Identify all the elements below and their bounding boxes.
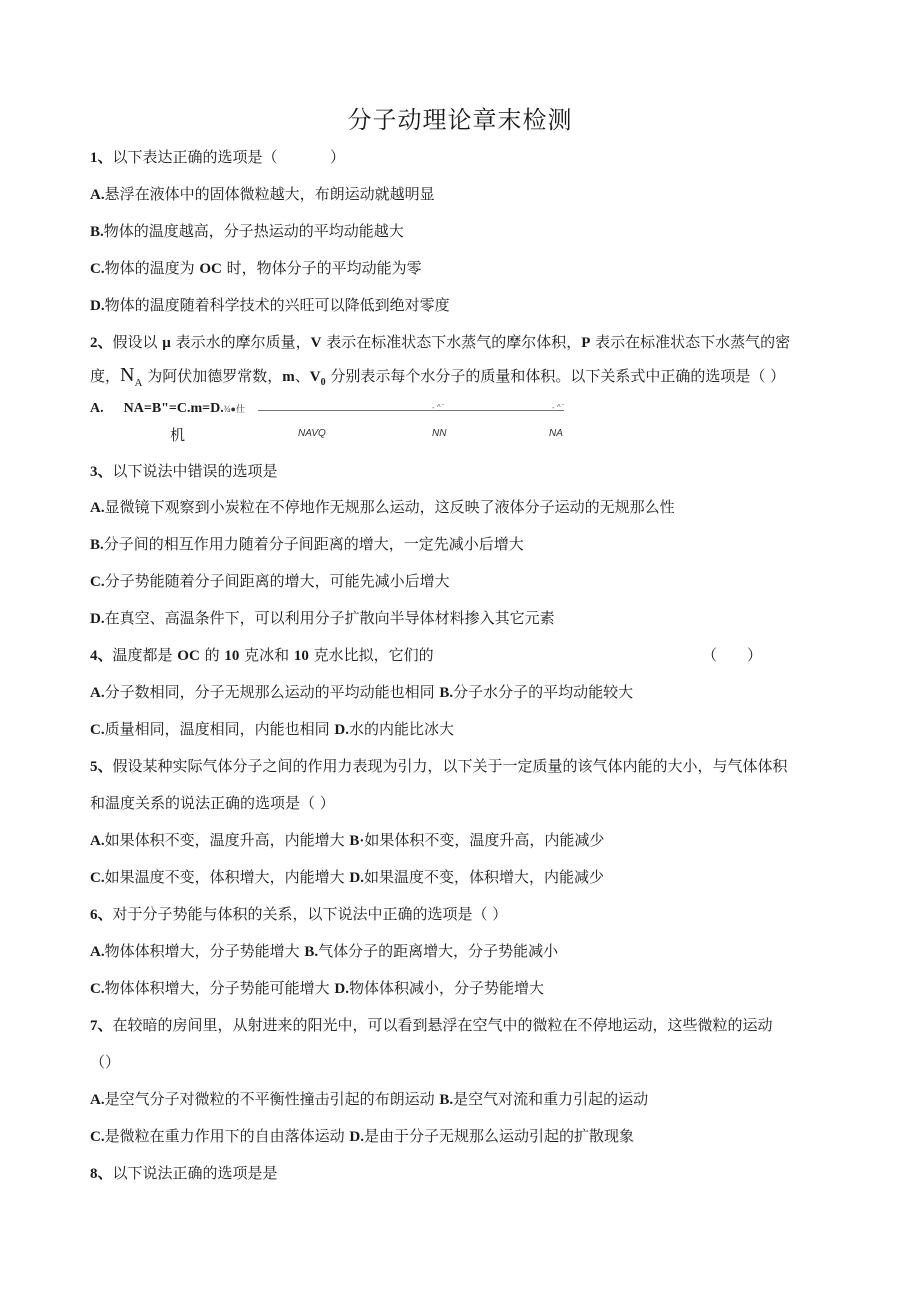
q3-a-text: 显微镜下观察到小炭粒在不停地作无规那么运动，这反映了液体分子运动的无规那么性 [104, 498, 675, 516]
question-5-stem-line-2: 和温度关系的说法正确的选项是（ ） [90, 794, 335, 812]
q6-c-text: 物体体积增大，分子势能可能增大 [104, 979, 335, 997]
page-title: 分子动理论章末检测 [347, 106, 573, 134]
q4-a-text: 分子数相同，分子无规那么运动的平均动能也相同 [104, 683, 440, 701]
q7-d-text: 是由于分子无规那么运动引起的扩散现象 [363, 1127, 634, 1145]
question-7-stem-line-2: （） [90, 1053, 121, 1071]
q1-c_label-text: C. [90, 261, 105, 277]
question-1-option-a [90, 183, 435, 204]
question-3-stem [90, 460, 278, 481]
q2-l2d-text: 分别表示每个水分子的质量和体积。以下关系式中正确的选项是（ ） [325, 367, 786, 385]
question-4-options-cd [90, 718, 454, 739]
fraction-mark-2: - ^ ̄ [552, 403, 563, 412]
q1-a_label-text: A. [90, 187, 105, 203]
q2-s4-text: 表示在标准状态下水蒸气的密 [590, 333, 791, 351]
q6-a-text: 物体体积增大，分子势能增大 [104, 942, 305, 960]
fraction-mark-1: - ^ ̄ [432, 403, 443, 412]
q4-c_label-text: C. [90, 722, 105, 738]
question-2-stem-line-2 [90, 364, 785, 389]
q6-b_label-text: B. [304, 944, 319, 960]
q2-mu-text: μ [162, 335, 171, 351]
q4-oc-text: OC [177, 648, 200, 664]
q5-a-text: 如果体积不变，温度升高，内能增大 [104, 831, 350, 849]
q3-b_label-text: B. [90, 537, 104, 553]
q6-d_label-text: D. [334, 981, 349, 997]
q6-stem-text: 对于分子势能与体积的关系，以下说法中正确的选项是（ ） [112, 905, 508, 923]
q7-d_label-text: D. [349, 1129, 364, 1145]
q4-d-text: 水的内能比冰大 [348, 720, 454, 738]
q2-s3-text: 表示在标准状态下水蒸气的摩尔体积， [321, 333, 582, 351]
q2-na_sub-text: A [134, 377, 143, 389]
question-3-option-c [90, 570, 450, 591]
q3-d-text: 在真空、高温条件下，可以利用分子扩散向半导体材料掺入其它元素 [104, 609, 555, 627]
q5-c-text: 如果温度不变，体积增大，内能增大 [104, 868, 350, 886]
q1-d-text: 物体的温度随着科学技术的兴旺可以降低到绝对零度 [104, 296, 450, 314]
question-1-option-c [90, 257, 422, 278]
q2-v0_sub-text: 0 [320, 377, 326, 388]
q3-stem-text: 以下说法中错误的选项是 [112, 462, 278, 480]
question-4-answer-blank: （ ） [702, 646, 763, 664]
question-1-option-b [90, 220, 404, 241]
question-5-options-ab [90, 829, 604, 850]
q1-a-text: 悬浮在液体中的固体微粒越大，布朗运动就越明显 [104, 185, 435, 203]
question-8-stem [90, 1162, 278, 1183]
q4-c-text: 质量相同，温度相同，内能也相同 [104, 720, 335, 738]
q5-b_label-text: B· [349, 833, 365, 849]
q8-stem_num-text: 8、 [90, 1166, 113, 1182]
question-5-options-cd [90, 866, 604, 887]
question-6-options-ab [90, 940, 558, 961]
q6-d-text: 物体体积减小，分子势能增大 [348, 979, 544, 997]
q2-p-text: P [581, 335, 591, 351]
question-7-stem-line-1 [90, 1014, 773, 1035]
question-6-stem [90, 903, 507, 924]
q7-a_label-text: A. [90, 1092, 105, 1108]
q3-stem_num-text: 3、 [90, 464, 113, 480]
q4-n1-text: 10 [224, 648, 240, 664]
q4-s3-text: 克冰和 [239, 646, 294, 664]
q2-v-text: V [310, 335, 322, 351]
question-4-stem [90, 644, 434, 665]
q5-d-text: 如果温度不变，体积增大，内能减少 [363, 868, 604, 886]
q6-b-text: 气体分子的距离增大，分子势能减小 [318, 942, 559, 960]
q2-l2b-text: 为阿伏加德罗常数， [142, 367, 283, 385]
formula-denominator-3: NN [432, 428, 447, 439]
q4-s1-text: 温度都是 [112, 646, 178, 664]
q1-c_oc-text: OC [199, 261, 222, 277]
q4-b-text: 分子水分子的平均动能较大 [453, 683, 634, 701]
question-1-answer-blank: ） [330, 148, 346, 166]
q2-formula_tail-text: ¾●仕 [223, 404, 245, 414]
q7-s1-text: 在较暗的房间里，从射进来的阳光中，可以看到悬浮在空气中的微粒在不停地运动，这些微粒的运动 [112, 1016, 773, 1034]
q2-s1-text: 假设以 [112, 333, 163, 351]
question-1-stem [90, 146, 278, 167]
q1-b-text: 物体的温度越高，分子热运动的平均动能越大 [103, 222, 404, 240]
q7-a-text: 是空气分子对微粒的不平衡性撞击引起的布朗运动 [104, 1090, 440, 1108]
q4-stem_num-text: 4、 [90, 648, 113, 664]
q4-b_label-text: B. [439, 685, 454, 701]
q3-c-text: 分子势能随着分子间距离的增大，可能先减小后增大 [104, 572, 450, 590]
q2-l2c-text: 、 [294, 367, 310, 385]
q3-a_label-text: A. [90, 500, 105, 516]
q6-a_label-text: A. [90, 944, 105, 960]
formula-denominator-1: 机 [170, 426, 186, 444]
question-1-option-d [90, 294, 450, 315]
q2-stem_num-text: 2、 [90, 335, 113, 351]
q4-s4-text: 克水比拟，它们的 [308, 646, 434, 664]
question-7-options-cd [90, 1125, 634, 1146]
question-4-options-ab [90, 681, 633, 702]
question-7-options-ab [90, 1088, 648, 1109]
q7-b-text: 是空气对流和重力引起的运动 [453, 1090, 649, 1108]
question-6-options-cd [90, 977, 544, 998]
formula-denominator-2: NAVQ [298, 428, 326, 439]
q5-b-text: 如果体积不变，温度升高，内能减少 [364, 831, 605, 849]
q4-a_label-text: A. [90, 685, 105, 701]
q7-b_label-text: B. [439, 1092, 454, 1108]
q1-d_label-text: D. [90, 298, 105, 314]
q1-c1-text: 物体的温度为 [104, 259, 200, 277]
q2-v0-text: V [309, 369, 321, 385]
question-3-option-a [90, 496, 675, 517]
q7-stem_num-text: 7、 [90, 1018, 113, 1034]
q2-formula_a-text: A. [90, 401, 104, 416]
q1-stem_num-text: 1、 [90, 150, 113, 166]
q6-c_label-text: C. [90, 981, 105, 997]
q5-a_label-text: A. [90, 833, 105, 849]
question-5-stem-line-1 [90, 755, 788, 776]
q2-l2a-text: 度， [90, 367, 121, 385]
q4-n2-text: 10 [293, 648, 309, 664]
q5-c_label-text: C. [90, 870, 105, 886]
question-2-stem-line-1 [90, 331, 790, 352]
question-3-option-b [90, 533, 524, 554]
question-3-option-d [90, 607, 555, 628]
fraction-bar [258, 410, 564, 411]
q8-stem-text: 以下说法正确的选项是是 [112, 1164, 278, 1182]
q1-b_label-text: B. [90, 224, 104, 240]
q7-c-text: 是微粒在重力作用下的自由落体运动 [104, 1127, 350, 1145]
q4-d_label-text: D. [334, 722, 349, 738]
avogadro-symbol [120, 364, 143, 389]
q3-c_label-text: C. [90, 574, 105, 590]
question-2-formula-line [90, 400, 245, 417]
q2-m-text: m [282, 369, 295, 385]
formula-denominator-4: NA [549, 428, 563, 439]
q3-b-text: 分子间的相互作用力随着分子间距离的增大，一定先减小后增大 [103, 535, 524, 553]
q5-stem_num-text: 5、 [90, 759, 113, 775]
q5-s1-text: 假设某种实际气体分子之间的作用力表现为引力，以下关于一定质量的该气体内能的大小，与气体体积 [112, 757, 788, 775]
q7-c_label-text: C. [90, 1129, 105, 1145]
q4-s2-text: 的 [199, 646, 225, 664]
q1-c2-text: 时，物体分子的平均动能为零 [221, 259, 422, 277]
q5-d_label-text: D. [349, 870, 364, 886]
q1-stem-text: 以下表达正确的选项是（ [112, 148, 278, 166]
q2-formula-text: NA=B"=C.m=D. [123, 401, 224, 416]
q6-stem_num-text: 6、 [90, 907, 113, 923]
q2-na-text: N [120, 364, 135, 386]
q3-d_label-text: D. [90, 611, 105, 627]
q2-s2-text: 表示水的摩尔质量， [170, 333, 311, 351]
